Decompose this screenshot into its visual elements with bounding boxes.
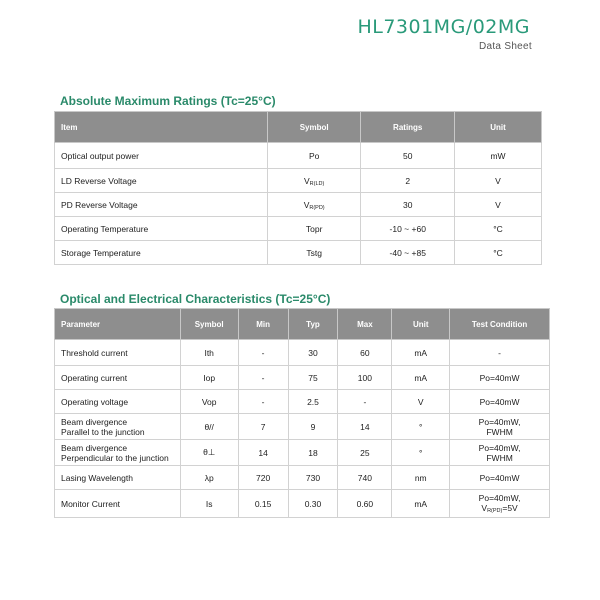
symbol-cell xyxy=(267,143,361,169)
symbol-cell: λp xyxy=(180,466,238,490)
column-header: Item xyxy=(55,112,268,143)
column-header: Symbol xyxy=(180,309,238,340)
symbol-subscript: R(LD) xyxy=(309,180,325,187)
condition-line-2-tail: =5V xyxy=(502,502,518,513)
unit-cell: V xyxy=(455,169,542,193)
table-row xyxy=(55,143,542,169)
symbol-cell: θ// xyxy=(180,414,238,440)
symbol-cell xyxy=(267,193,361,217)
unit-cell: ° xyxy=(392,440,450,466)
symbol-cell xyxy=(267,217,361,241)
parameter-cell xyxy=(55,440,181,466)
item-cell: Optical output power xyxy=(55,143,268,169)
min-cell: - xyxy=(238,340,288,366)
rating-cell: -40 ~ +85 xyxy=(361,241,455,265)
table-row xyxy=(55,440,550,466)
item-cell: LD Reverse Voltage xyxy=(55,169,268,193)
unit-cell: mA xyxy=(392,340,450,366)
column-header: Symbol xyxy=(267,112,361,143)
table-row xyxy=(55,366,550,390)
column-header: Min xyxy=(238,309,288,340)
max-cell: 100 xyxy=(338,366,392,390)
rating-cell: -10 ~ +60 xyxy=(361,217,455,241)
table-row xyxy=(55,217,542,241)
optical-electrical-characteristics-table xyxy=(54,308,550,518)
symbol-text: V xyxy=(303,199,310,210)
condition-cell xyxy=(450,490,550,518)
table-row xyxy=(55,241,542,265)
min-cell: 7 xyxy=(238,414,288,440)
condition-cell xyxy=(450,414,550,440)
symbol-subscript: R(PD) xyxy=(309,204,325,211)
max-cell: 740 xyxy=(338,466,392,490)
table-row xyxy=(55,193,542,217)
unit-cell: °C xyxy=(455,217,542,241)
symbol-cell: Vop xyxy=(180,390,238,414)
condition-line-2: FWHM xyxy=(486,452,513,463)
typ-cell: 730 xyxy=(288,466,338,490)
typ-cell: 0.30 xyxy=(288,490,338,518)
condition-cell xyxy=(450,440,550,466)
rating-cell: 2 xyxy=(361,169,455,193)
column-header: Parameter xyxy=(55,309,181,340)
symbol-cell: θ⊥ xyxy=(180,440,238,466)
parameter-cell: Operating current xyxy=(55,366,181,390)
column-header: Ratings xyxy=(361,112,455,143)
amr-section-title: Absolute Maximum Ratings (Tc=25°C) xyxy=(60,94,276,108)
column-header: Unit xyxy=(455,112,542,143)
table-header-row xyxy=(55,309,550,340)
symbol-cell: Ith xyxy=(180,340,238,366)
unit-cell: °C xyxy=(455,241,542,265)
oec-section-title: Optical and Electrical Characteristics (Tc=25°C) xyxy=(60,292,331,306)
table-row xyxy=(55,414,550,440)
max-cell: 0.60 xyxy=(338,490,392,518)
min-cell: 0.15 xyxy=(238,490,288,518)
condition-cell: - xyxy=(450,340,550,366)
parameter-cell: Operating voltage xyxy=(55,390,181,414)
condition-subscript: R(PD) xyxy=(487,507,503,514)
min-cell: 14 xyxy=(238,440,288,466)
parameter-line-2: Perpendicular to the junction xyxy=(61,452,169,463)
table-header-row xyxy=(55,112,542,143)
parameter-cell: Lasing Wavelength xyxy=(55,466,181,490)
typ-cell: 30 xyxy=(288,340,338,366)
symbol-text: Tstg xyxy=(306,247,322,258)
max-cell: 14 xyxy=(338,414,392,440)
typ-cell: 75 xyxy=(288,366,338,390)
column-header: Typ xyxy=(288,309,338,340)
item-cell: Storage Temperature xyxy=(55,241,268,265)
typ-cell: 2.5 xyxy=(288,390,338,414)
item-cell: PD Reverse Voltage xyxy=(55,193,268,217)
max-cell: 60 xyxy=(338,340,392,366)
parameter-cell: Monitor Current xyxy=(55,490,181,518)
max-cell: - xyxy=(338,390,392,414)
unit-cell: V xyxy=(455,193,542,217)
unit-cell: mA xyxy=(392,366,450,390)
unit-cell: ° xyxy=(392,414,450,440)
symbol-cell: Iop xyxy=(180,366,238,390)
condition-cell: Po=40mW xyxy=(450,366,550,390)
item-cell: Operating Temperature xyxy=(55,217,268,241)
max-cell: 25 xyxy=(338,440,392,466)
symbol-text: Topr xyxy=(305,223,323,234)
condition-line-1: Po=40mW, xyxy=(478,442,521,453)
absolute-maximum-ratings-table xyxy=(54,111,542,265)
unit-cell: mA xyxy=(392,490,450,518)
condition-line-2: FWHM xyxy=(486,426,513,437)
rating-cell: 50 xyxy=(361,143,455,169)
table-row xyxy=(55,340,550,366)
typ-cell: 9 xyxy=(288,414,338,440)
table-row xyxy=(55,169,542,193)
parameter-cell xyxy=(55,414,181,440)
condition-line-1: Po=40mW, xyxy=(478,416,521,427)
condition-line-1: Po=40mW, xyxy=(478,492,521,503)
parameter-line-1: Beam divergence xyxy=(61,442,128,453)
table-row xyxy=(55,466,550,490)
condition-cell: Po=40mW xyxy=(450,390,550,414)
table-row xyxy=(55,390,550,414)
document-subtitle: Data Sheet xyxy=(478,41,532,52)
min-cell: - xyxy=(238,366,288,390)
min-cell: 720 xyxy=(238,466,288,490)
symbol-text: Po xyxy=(308,150,320,161)
document-title: HL7301MG/02MG xyxy=(357,16,530,38)
symbol-text: V xyxy=(303,175,310,186)
symbol-cell xyxy=(267,241,361,265)
column-header: Unit xyxy=(392,309,450,340)
parameter-cell: Threshold current xyxy=(55,340,181,366)
symbol-cell xyxy=(267,169,361,193)
unit-cell: nm xyxy=(392,466,450,490)
condition-line-2: V xyxy=(481,502,488,513)
table-row xyxy=(55,490,550,518)
column-header: Max xyxy=(338,309,392,340)
parameter-line-2: Parallel to the junction xyxy=(61,426,145,437)
symbol-cell: Is xyxy=(180,490,238,518)
unit-cell: V xyxy=(392,390,450,414)
typ-cell: 18 xyxy=(288,440,338,466)
unit-cell: mW xyxy=(455,143,542,169)
parameter-line-1: Beam divergence xyxy=(61,416,128,427)
min-cell: - xyxy=(238,390,288,414)
rating-cell: 30 xyxy=(361,193,455,217)
condition-cell: Po=40mW xyxy=(450,466,550,490)
column-header: Test Condition xyxy=(450,309,550,340)
